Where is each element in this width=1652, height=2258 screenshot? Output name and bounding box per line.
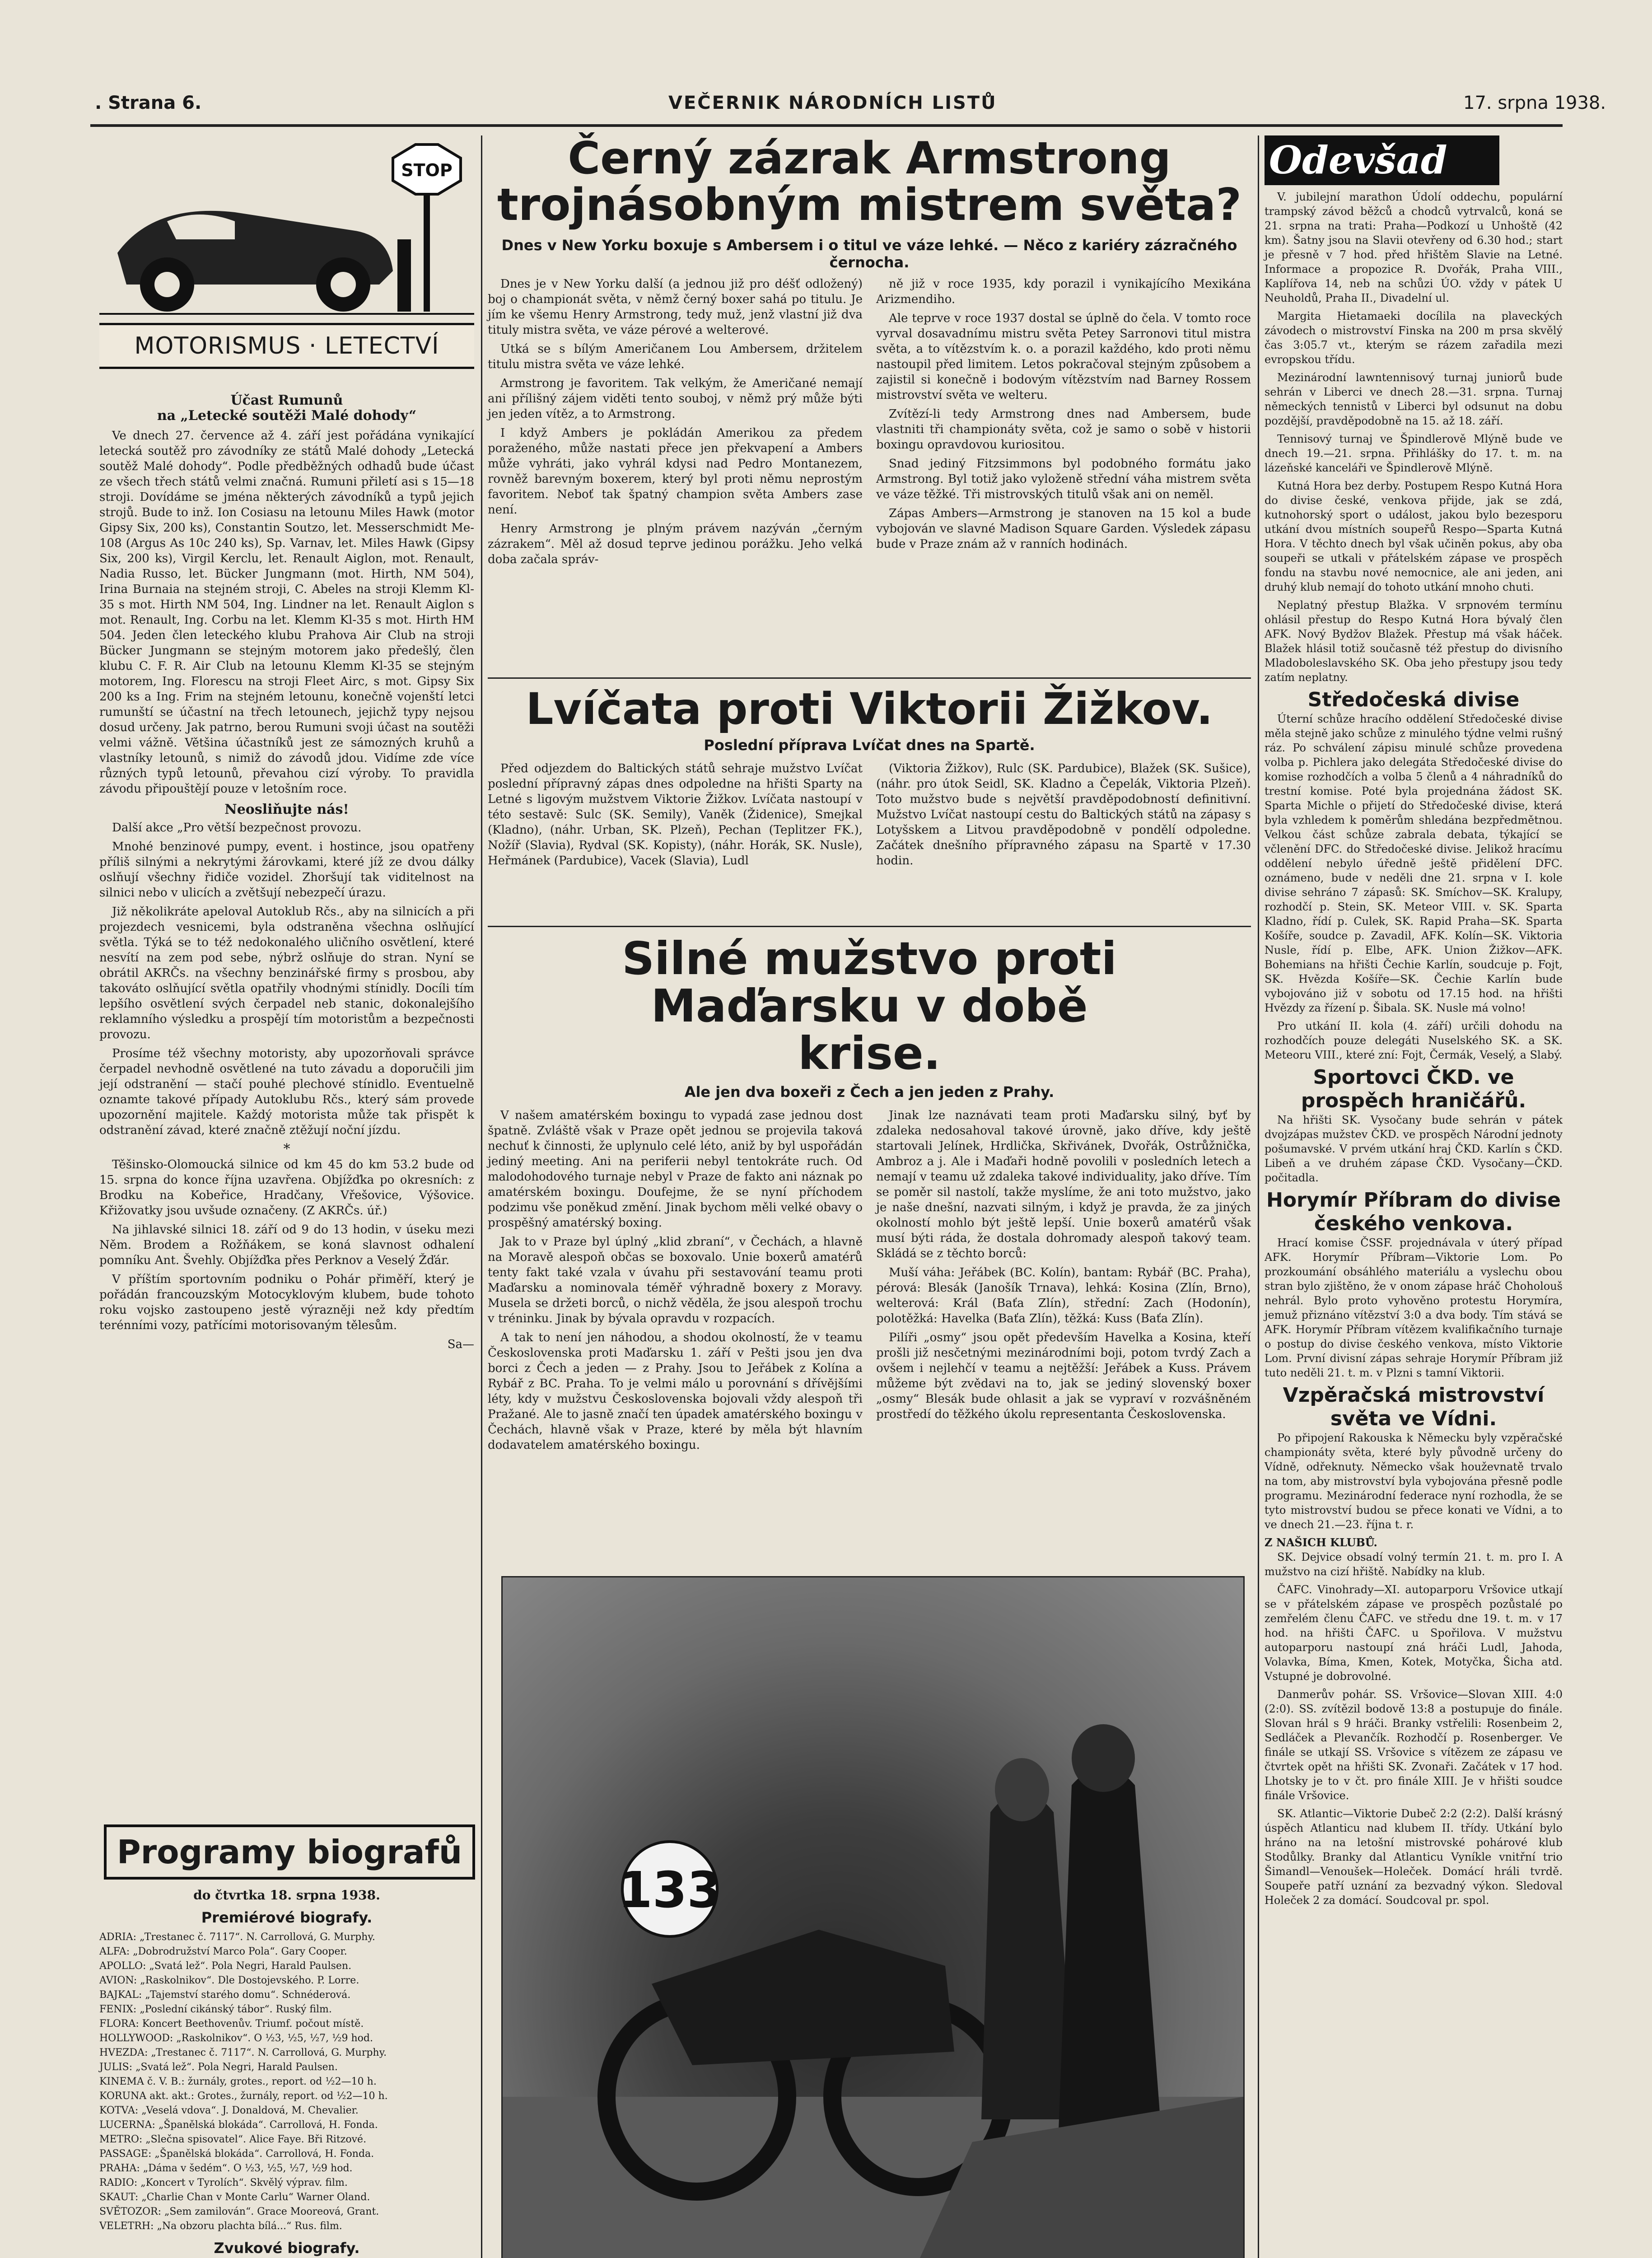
article-body: Henry Armstrong je plným právem nazýván „černým zázrakem“. Měl až dosud teprve jedinou porážku. Jeho velká doba začala správ- [488, 522, 863, 566]
premiere-cinema-list [99, 1931, 474, 2233]
article-body: Armstrong je favoritem. Tak velkým, že Američané nemají ani přílišný zájem viděti tento souboj, v němž prý může býti jen jeden vítěz, a to Armstrong. [488, 376, 863, 421]
clubs-heading: Z NAŠICH KLUBŮ. [1265, 1536, 1377, 1549]
cinema-listing: KORUNA akt. akt.: Grotes., žurnály, report. od ½2—10 h. [99, 2090, 388, 2102]
news-item: Kutná Hora bez derby. Postupem Respo Kutná Hora do divise české, venkova přijde, jak se zdá, kutnohorský sport o událost, jakou bylo bezesporu utkání dvou místních soupeřů Respo—Sparta Kutná Hora. V těchto dnech byl však učiněn pokus, aby oba soupeři se utkali v přátelském zápase ve prospěch fondu na stavbu nové nemocnice, ale ani jeden, ani druhý klub nemají do tohoto utkání mnoho chuti. [1265, 480, 1563, 593]
article-body: Těšinsko-Olomoucká silnice od km 45 do km 53.2 bude od 15. srpna do konce října uzavřena. Objížďka po okresních: z Brodku na Kobeřice, Hradčany, Vřešovice, Výšovice. Křižovatky jsou uvšude označeny. (Z AKRČs. úř.) [99, 1158, 474, 1218]
article-title: Neosliňujte nás! [224, 802, 349, 817]
cinema-listing: ADRIA: „Trestanec č. 7117“. N. Carrollová, G. Murphy. [99, 1931, 375, 1943]
issue-date: 17. srpna 1938. [1463, 93, 1606, 113]
news-item: Na hřišti SK. Vysočany bude sehrán v pátek dvojzápas mužstev ČKD. ve prospěch Národní jednoty pošumavské. V prvém utkání hraj ČKD. Karlín s ČKD. Libeň a ve druhém zápase ČKD. Vysočany—ČKD. počitadla. [1265, 1114, 1563, 1184]
cinema-listing: SVĚTOZOR: „Sem zamilován“. Grace Mooreová, Grant. [99, 2206, 379, 2217]
section-heading: Sportovci ČKD. ve prospěch hraničářů. [1301, 1066, 1526, 1112]
article-body: (Viktoria Žižkov), Rulc (SK. Pardubice), Blažek (SK. Sušice), (náhr. pro útok Seidl, SK. Kladno a Čepelák, Viktoria Plzeň). Toto mužstvo bude s největší pravděpodobností definitivní. Mužstvo Lvíčat nastoupí cestu do Baltických států na zápasy s Lotyšskem a Litvou pravděpodobně v pondělí odpoledne. Začátek dnešního přípravného zápasu na Spartě v 17.30 hodin. [876, 761, 1251, 868]
cinema-listing: HOLLYWOOD: „Raskolnikov“. O ½3, ½5, ½7, ½9 hod. [99, 2033, 373, 2044]
cinema-listing: AVION: „Raskolnikov“. Dle Dostojevského. P. Lorre. [99, 1975, 359, 1986]
news-item: V. jubilejní marathon Údolí oddechu, populární trampský závod běžců a chodců vytrvalců, koná se 21. srpna na trati: Praha—Podkozí u Unhoště (42 km). Šatny jsou na Slavii otevřeny od 6.30 hod.; start je přesně v 7 hod. před hřištěm Slavie na Letné. Informace a propozice R. Dvořák, Praha VIII., Kaplířova 14, neb na schůzi ÚO. vždy v pátek U Neuholdů, Praha II., Divadelní ul. [1265, 191, 1563, 304]
article-body: V našem amatérském boxingu to vypadá zase jednou dost špatně. Zvláště však v Praze opět jednou se projevila taková nechuť k činnosti, že uplynulo celé léto, aniž by byl uspořádán jediný meeting. Ani na periferii nebyl tentokráte ruch. Od malodohodového turnaje nebyl v Praze de fakto ani náznak po amatérském boxingu. Doufejme, že se nyní příchodem podzimu vše poněkud změní. Jinak bychom měli velké obavy o prospěšný amatérský boxing. [488, 1109, 863, 1230]
motorism-illustration [99, 135, 474, 343]
article-body: Jak to v Praze byl úplný „klid zbraní“, v Čechách, a hlavně na Moravě alespoň občas se boxovalo. Unie boxerů amatérů tenty fakt také vzala v úvahu při sestavování teamu proti Maďarsku a nominovala téměř výhradně boxery z Moravy. Musela se držeti borců, o nichž věděla, že jsou alespoň trochu v tréninku. Jinak by bývala opravdu v rozpacích. [488, 1235, 863, 1325]
odevsad-title: Odevšad [1269, 138, 1447, 182]
cinema-column [99, 1888, 474, 2258]
cinema-listing: LUCERNA: „Španělská blokáda“. Carrollová, H. Fonda. [99, 2119, 378, 2131]
article-body: Pilíři „osmy“ jsou opět především Havelka a Kosina, kteří prošli již nesčetnými mezinárodními boji, potom tvrdý Zach a ovšem i nejlehčí v teamu a nejtěžší: Jeřábek a Kuss. Právem můžeme být zvědavi na to, jak se jediný slovenský boxer „osmy“ Blesák bude ohlasit a jak se vypraví v rozvášněném prostředí do těžkého úkolu representanta Československa. [876, 1331, 1251, 1421]
section-heading: Vzpěračská mistrovství světa ve Vídni. [1283, 1384, 1545, 1430]
article-body: Ve dnech 27. července až 4. září jest pořádána vynikající letecká soutěž pro závodníky ze států Malé dohody „Letecká soutěž Malé dohody“. Podle předběžných odhadů bude účast ze všech třech států velmi značná. Rumuni přiletí asi s 15—18 stroji. Dovídáme se jména některých závodníků a typů jejich strojů. Bude to inž. Ion Cosiasu na letounu Miles Hawk (motor Gipsy Six, 200 ks), Constantin Soutzo, let. Messerschmidt Me-108 (Argus As 10c 240 ks), Sp. Varnav, let. Miles Hawk (Gipsy Six, 200 ks), Virgil Kerclu, let. Renault Aiglon, mot. Renault, Nadia Russo, let. Bücker Jungmann (mot. Hirth, NM 504), Irina Burnaia na stejném stroji, C. Abeles na stroji Klemm Kl-35 s mot. Hirth NM 504, Ing. Lindner na let. Renault Aiglon s mot. Renault, Ing. Corbu na let. Klemm Kl-35 s mot. Hirth HM 504. Jeden člen leteckého klubu Prahova Air Club na stroji Bücker Jungmann se stejným motorem jako předešlý, člen klubu C. F. R. Air Club na letounu Klemm Kl-35 se stejným motorem, Ing. Florescu na stroji Fleet Airc, s mot. Gipsy Six 200 ks a Ing. Frim na stejném letounu, konečně vojenští letci rumunští se účastní na třech letounech, jejichž typy nejsou dosud určeny. Jak patrno, berou Rumuni svoji účast na soutěži velmi vážně. Většina účastníků jest ze sámozných kruhů a vlastníky letounů, s nimiž do závodů jdou. Vidíme zde více různých typů letounů, převahou cizí výroby. To pravidla závodu připouštějí pouze v letošním roce. [99, 429, 474, 796]
article-column [488, 276, 863, 571]
article-body: V příštím sportovním podniku o Pohár přiměří, který je pořádán francouzským Motocyklovým klubem, bude tohoto roku vojsko zastoupeno jestě výrazněji než kdy předtím terénními vozy, patřícími motorisovaným tělesům. [99, 1273, 474, 1332]
article-body: Ale teprve v roce 1937 dostal se úplně do čela. V tomto roce vyrval dosavadnímu mistru světa Petey Sarronovi titul mistra světa, a to vítězstvím k. o. a porazil každého, kdo proti němu nastoupil před limitem. Letos pokračoval stejným způsobem a zajistil si konečně i bodovým vítězstvím nad Barney Rossem mistrovství světa ve welteru. [876, 311, 1251, 402]
lvicata-article [488, 686, 1251, 872]
headline: Černý zázrak Armstrong trojnásobným mistrem světa? [497, 133, 1242, 231]
cinema-listing: JULIS: „Svatá lež“. Pola Negri, Harald Paulsen. [99, 2062, 338, 2073]
motorcycle-photo [501, 1576, 1245, 2258]
article-column [488, 761, 863, 872]
masthead: VEČERNIK NÁRODNÍCH LISTŮ [668, 93, 997, 113]
article-body: Jinak lze naznávati team proti Maďarsku silný, byť by zdaleka nedosahoval takové úrovně, jako dříve, kdy ještě startovali Jelínek, Hrdlička, Skřivánek, Dvořák, Ostrůžnička, Ambroz a j. Ale i Maďaři hodně povolili v posledních letech a nemají v teamu už zdaleka takové individuality, jako dříve. Tím se poměr sil nastolí, takže myslíme, že ani toto mužstvo, jako je naše dnešní, nazvati silným, i když je pravda, že za jiných okolností mohlo být ještě lepší. Unie boxerů amatérů však musí býti ráda, že dostala dohromady alespoň takový team. Skládá se z těchto borců: [876, 1109, 1251, 1260]
news-item: Tennisový turnaj ve Špindlerově Mlýně bude ve dnech 19.—21. srpna. Přihlášky do 17. t. m. na lázeňské kanceláři ve Špindlerově Mlýně. [1265, 433, 1563, 474]
motorcycle-rider-image [503, 1577, 1243, 2258]
article-body: Muší váha: Jeřábek (BC. Kolín), bantam: Rybář (BC. Praha), pérová: Blesák (Janošík Trnava), lehká: Kosina (Zlín, Brno), welterová: Král (Baťa Zlín), střední: Zach (Hodonín), polotěžká: Havelka (Baťa Zlín), těžká: Kuss (Baťa Zlín). [876, 1266, 1251, 1325]
cinema-listing: BAJKAL: „Tajemství starého domu“. Schnéderová. [99, 1989, 351, 2001]
header-rule [90, 124, 1563, 127]
article-body: Mnohé benzinové pumpy, event. i hostince, jsou opatřeny příliš silnými a nekrytými žárovkami, které jíž ze dvou dálky oslňují všechny řidiče vozidel. Zhoršují tak viditelnost na silnici nebo v ulicích a zvětšují nebezpečí úrazu. [99, 840, 474, 900]
column-rule [481, 135, 482, 2258]
news-item: Úterní schůze hracího oddělení Středočeské divise měla stejně jako schůze z minulého týdne velmi rušný ráz. Po schválení zápisu minulé schůze provedena volba p. Pichlera jako delegáta Středočeské divise do komise rozhodčích a volba 5 členů a 4 náhradníků do trestní komise. Poté byla projednána žádost SK. Sparta Michle o přijetí do Středočeské divise, která byla vzhledem k poměrům shledána bezpředmětnou. Velkou část schůze zabrala debata, týkající se včlenění DFC. do Středočeské divise. Jelikož hracímu oddělení nebylo úředně ještě přidělení DFC. oznámeno, bude v neděli dne 21. srpna v I. kole divise sehráno 7 zápasů: SK. Smíchov—SK. Kralupy, rozhodčí p. Stein, SK. Meteor VIII. v. SK. Sparta Kladno, řídí p. Culek, SK. Rapid Praha—SK. Sparta Košíře, soudce p. Zavadil, AFK. Kolín—SK. Viktoria Nusle, řídí p. Elbe, AFK. Union Žižkov—AFK. Bohemians na hřišti Čechie Karlín, soudcuje p. Fojt, SK. Hvězda Košíře—SK. Čechie Karlín bude vybojováno již v sobotu od 17.15 hod. na hřišti Hvězdy za řízení p. Šibala. SK. Nusle má volno! [1265, 713, 1563, 1014]
cinema-subheading: Premiérové biografy. [201, 1909, 373, 1926]
cinema-listing: APOLLO: „Svatá lež“. Pola Negri, Harald Paulsen. [99, 1960, 352, 1972]
article-body: Snad jediný Fitzsimmons byl podobného formátu jako Armstrong. Byl totiž jako vyloženě střední váha mistrem světa ve váze těžké. Tři mistrovských titulů však ani on neměl. [876, 457, 1251, 501]
article-body: Další akce „Pro větší bezpečnost provozu. [112, 821, 362, 835]
cinema-listing: SKAUT: „Charlie Chan v Monte Carlu“ Warner Oland. [99, 2192, 370, 2203]
section-heading: Středočeská divise [1307, 688, 1520, 711]
cinema-banner [104, 1824, 475, 1880]
article-rule [488, 677, 1251, 679]
article-body: Na jihlavské silnici 18. září od 9 do 13 hodin, v úseku mezi Něm. Brodem a Rožňákem, se koná slavnost odhalení pomníku Ant. Švehly. Objížďka přes Perknov a Veselý Žďár. [99, 1223, 474, 1267]
article-column [876, 276, 1251, 571]
subheadline: Dnes v New Yorku boxuje s Ambersem i o titul ve váze lehké. — Něco z kariéry zázračného černocha. [501, 236, 1237, 271]
cinema-listing: FLORA: Koncert Beethovenův. Triumf. počout místě. [99, 2018, 364, 2029]
cinema-listing: FENIX: „Poslední cikánský tábor“. Ruský film. [99, 2004, 332, 2015]
article-body: Již několikráte apeloval Autoklub Rčs., aby na silnicích a při projezdech vesnicemi, byla odstraněna všechna oslňující světla. Týká se to též nedokonalého uličního osvětlení, které nesvítí na zem pod sebe, nýbrž oslňuje do stran. Nyní se obrátil AKRČs. na všechny benzinářské firmy s prosbou, aby takováto oslňující světla opatřily vhodnými stínidly. Docíli tím lepšího osvětlení svých čerpadel neb stanic, dokonalejšího reklamního výsledku a prospějí tím motoristům a bezpečnosti provozu. [99, 905, 474, 1041]
cinema-listing: VELETRH: „Na obzoru plachta bílá...“ Rus. film. [99, 2221, 342, 2232]
cinema-title: Programy biografů [117, 1833, 462, 1871]
cinema-listing: RADIO: „Koncert v Tyrolích“. Skvělý výprav. film. [99, 2177, 348, 2188]
motorism-column [99, 393, 474, 1352]
race-car-icon [99, 135, 474, 343]
column-rule [1258, 135, 1259, 2258]
news-item: Mezinárodní lawntennisový turnaj juniorů bude sehrán v Liberci ve dnech 28.—31. srpna. Turnaj německých tennistů v Liberci byl odsunut na dobu pozdější, pravděpodobně na 15. až 18. září. [1265, 371, 1563, 427]
news-item: ČAFC. Vinohrady—XI. autoparporu Vršovice utkají se v přátelském zápase ve prospěch pozůstalé po zemřelém členu ČAFC. ve středu dne 19. t. m. v 17 hod. na hřišti ČAFC. u Spořilova. V mužstvu autoparporu nastoupí zná hráči Ludl, Jahoda, Volavka, Bíma, Kmen, Kotek, Motyčka, Šicha atd. Vstupné je dobrovolné. [1265, 1583, 1563, 1683]
news-item: SK. Dejvice obsadí volný termín 21. t. m. pro I. A mužstvo na cizí hřiště. Nabídky na klub. [1265, 1551, 1563, 1578]
news-item: Danmerův pohár. SS. Vršovice—Slovan XIII. 4:0 (2:0). SS. zvítězil bodově 13:8 a postupuje do finále. Slovan hrál s 9 hráči. Branky vstřelili: Rosenbeim 2, Sedláček a Plevančík. Rozhodčí p. Rosenberger. Ve finále se utkají SS. Vršovice s vítězem ze zápasu ve čtvrtek opět na hřišti SK. Zvonaři. Začátek v 17 hod. Lhotsky je to v čt. pro finále XIII. Je v hřišti soudce finále Vršovice. [1265, 1688, 1563, 1802]
subheadline: Poslední příprava Lvíčat dnes na Spartě. [704, 736, 1035, 754]
stop-sign-label: STOP [401, 160, 453, 180]
hungary-article [488, 932, 1251, 1456]
article-column [488, 1108, 863, 1456]
news-item: Neplatný přestup Blažka. V srpnovém termínu ohlásil přestup do Respo Kutná Hora bývalý člen AFK. Nový Bydžov Blažek. Přestup má však háček. Blažek hlásil totiž současně též přestup do divisního Mladoboleslavského SK. Oba jeho přestupy jsou tedy zatím neplatny. [1265, 599, 1563, 684]
cinema-listing: KOTVA: „Veselá vdova“. J. Donaldová, M. Chevalier. [99, 2105, 359, 2116]
cinema-date: do čtvrtka 18. srpna 1938. [193, 1888, 380, 1903]
article-body: Utká se s bílým Američanem Lou Ambersem, držitelem titulu mistra světa ve váze lehké. [488, 342, 863, 371]
cinema-listing: PASSAGE: „Španělská blokáda“. Carrollová, H. Fonda. [99, 2148, 374, 2160]
odevsad-banner [1265, 135, 1499, 185]
headline: Lvíčata proti Viktorii Žižkov. [526, 684, 1213, 734]
cinema-listing: KINEMA č. V. B.: žurnály, grotes., report. od ½2—10 h. [99, 2076, 377, 2087]
article-column [876, 761, 1251, 872]
section-heading: Horymír Příbram do divise českého venkova. [1266, 1189, 1561, 1235]
cinema-listing: PRAHA: „Dáma v šedém“. O ½3, ½5, ½7, ½9 hod. [99, 2163, 353, 2174]
cinema-listing: METRO: „Slečna spisovatel“. Alice Faye. Bři Ritzové. [99, 2134, 367, 2145]
news-item: SK. Atlantic—Viktorie Dubeč 2:2 (2:2). Další krásný úspěch Atlanticu nad klubem II. třídy. Utkání bylo hráno na na letošní mistrovské pohárové klub Stodůlky. Branky dal Atlanticu Vyníkle vnitřní trio Šimandl—Venoušek—Holeček. Domácí hráli tvrdě. Soupeře patří uznání za bezvadný výkon. Sledoval Holeček 2 za domácí. Soudcoval pr. spol. [1265, 1807, 1563, 1907]
separator-star: * [283, 1141, 290, 1157]
article-body: Před odjezdem do Baltických států sehraje mužstvo Lvíčat poslední přípravný zápas dnes odpoledne na hřišti Sparty na Letné s ligovým mužstvem Viktorie Žižkov. Lvíčata nastoupí v této sestavě: Sulc (SK. Semily), Vaněk (Židenice), Smejkal (Kladno), (náhr. Urban, SK. Plzeň), Pechan (Teplitzer FK.), Nožíř (Slavia), Rydval (SK. Kopisty), (náhr. Horák, SK. Nusle), Heřmánek (Pardubice), Vacek (Slavia), Ludl [488, 761, 863, 868]
cinema-listing: ALFA: „Dobrodružství Marco Pola“. Gary Cooper. [99, 1946, 347, 1957]
article-body: A tak to není jen náhodou, a shodou okolností, že v teamu Československa proti Maďarsku 1. září v Pešti jsou jen dva borci z Čech a jeden — z Prahy. Jsou to Jeřábek z Kolína a Rybář z BC. Praha. To je velmi málo u porovnání s dřívějšími léty, kdy v mužstvu Československa bojovali vždy alespoň tři Pražané. Ale to jasně značí ten úpadek amatérského boxingu v Čechách, hlavně však v Praze, které by měla být hlavním dodavatelem amatérského boxingu. [488, 1331, 863, 1452]
armstrong-article [488, 135, 1251, 571]
subheadline: Ale jen dva boxeři z Čech a jen jeden z Prahy. [684, 1083, 1055, 1101]
article-body: Zápas Ambers—Armstrong je stanoven na 15 kol a bude vybojován ve slavné Madison Square Garden. Výsledek zápasu bude v Praze znám až v ranních hodinách. [876, 506, 1251, 551]
odevsad-column [1265, 190, 1563, 1911]
article-column [876, 1108, 1251, 1456]
article-title: Účast Rumunů [230, 392, 343, 408]
article-body: Zvítězí-li tedy Armstrong dnes nad Ambersem, bude vlastniti tři championáty světa, což je samo o sobě v historii boxingu opravdovou kuriositou. [876, 407, 1251, 452]
race-number: 133 [618, 1861, 722, 1919]
article-rule [488, 926, 1251, 927]
cinema-listing: HVEZDA: „Trestanec č. 7117“. N. Carrollová, G. Murphy. [99, 2047, 387, 2058]
headline: Silné mužstvo proti Maďarsku v době krise. [622, 932, 1117, 1080]
author-signoff: Sa— [447, 1338, 474, 1351]
news-item: Po připojení Rakouska k Německu byly vzpěračské championáty světa, které byly původně určeny do Vídně, odřeknuty. Německo však houževnatě trvalo na tom, aby mistrovství byla vybojována přesně podle programu. Mezinárodní federace nyní rozhodla, že se tyto mistrovství budou se přece konati ve Vídni, a to ve dnech 21.—23. října t. r. [1265, 1432, 1563, 1531]
section-banner [99, 323, 474, 369]
news-item: Pro utkání II. kola (4. září) určili dohodu na rozhodčích pouze delegáti Nuselského SK. a SK. Meteoru VIII., které zní: Fojt, Čermák, Veselý, a Slabý. [1265, 1020, 1563, 1061]
article-body: ně již v roce 1935, kdy porazil i vynikajícího Mexikána Arizmendiho. [876, 277, 1251, 306]
article-body: Prosíme též všechny motoristy, aby upozorňovali správce čerpadel nevhodně osvětlené na tuto závadu a doporučili jim její odstranění — stačí pouhé plechové stínidlo. Eventuelně oznamte takové případy Autoklubu Rčs., který sám provede upozornění majitele. Každý motorista může tak přispět k odstranění závad, které značně ztěžují noční jízdu. [99, 1047, 474, 1137]
article-body: I když Ambers je pokládán Amerikou za předem poraženého, může nastati přece jen překvapení a Ambers může vyhráti, jako vyhrál kdysi nad Pedro Montanezem, rovněž barevným boxerem, který byl proti němu neprostým favoritem. Neboť tak špatný champion světa Ambers zase není. [488, 426, 863, 517]
article-body: Dnes je v New Yorku další (a jednou již pro déšť odložený) boj o championát světa, v němž černý boxer sahá po titulu. Je jím ke všemu Henry Armstrong, tedy muž, jenž vlastní již dva tituly mistra světa, ve váze pérové a welterové. [488, 277, 863, 337]
cinema-subheading: Zvukové biografy. [214, 2239, 360, 2257]
news-item: Margita Hietamaeki docílila na plaveckých závodech o mistrovství Finska na 200 m prsa skvělý čas 3:05.7 vt., kterým se rázem zařadila mezi evropskou třídu. [1265, 310, 1563, 366]
section-title: MOTORISMUS · LETECTVÍ [134, 332, 439, 359]
news-item: Hrací komise ČSSF. projednávala v úterý případ AFK. Horymír Příbram—Viktorie Lom. Po prozkoumání obsáhlého materiálu a vyslechu obou stran bylo zjištěno, že v onom zápase hráč Choholouš nehrál. Bylo proto vyhověno protestu Horymíra, jemuž přiznáno vítězství 3:0 a dva body. Tím stává se AFK. Horymír Příbram vítězem kvalifikačního turnaje o postup do divise českého venkova, místo Viktorie Lom. První divisní zápas sehraje Horymír Příbram již tuto neděli 21. t. m. v Plzni s tamní Viktorii. [1265, 1236, 1563, 1379]
article-subtitle: na „Letecké soutěži Malé dohody“ [157, 408, 417, 424]
page-number: . Strana 6. [95, 93, 202, 113]
